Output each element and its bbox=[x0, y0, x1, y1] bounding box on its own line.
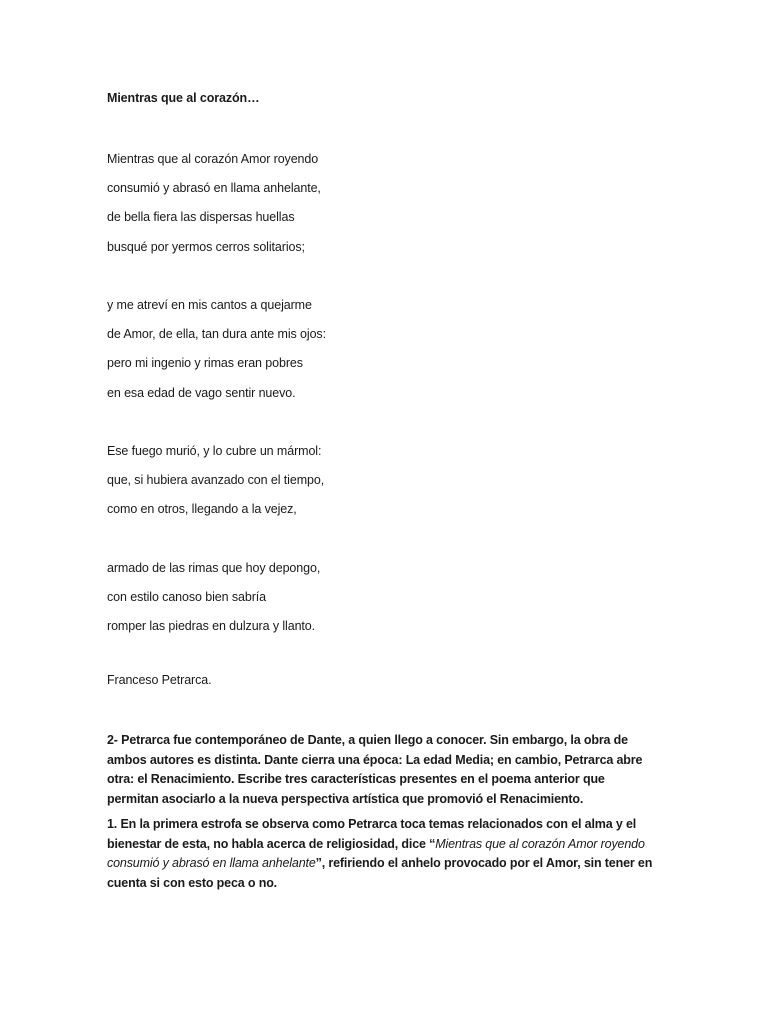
answer-text-before: 1. En la primera estrofa se observa como Petrarca toca temas relacionados con el alma y el bienestar de esta, no habla acerca de religiosidad, dice “ bbox=[107, 817, 637, 851]
poem-line: de Amor, de ella, tan dura ante mis ojos: bbox=[107, 327, 326, 342]
poem-line: armado de las rimas que hoy depongo, bbox=[107, 560, 321, 575]
poem-author: Franceso Petrarca. bbox=[107, 673, 212, 687]
stanza-break bbox=[107, 413, 326, 442]
answer-text-after: ”, refiriendo el anhelo provocado por el Amor, sin tener en cuenta si con esto peca o no. bbox=[107, 856, 653, 890]
question-paragraph: 2- Petrarca fue contemporáneo de Dante, a quien llego a conocer. Sin embargo, la obra de ambos autores es distinta. Dante cierra una época: La edad Media; en cambio, Petrarca abre otra: el Renacimiento. Escribe tres características presentes en el poema anterior que permitan asociarlo a la nueva perspectiva artística que promovió el Renacimiento. bbox=[107, 733, 643, 806]
poem-body bbox=[107, 150, 326, 646]
poem-line: consumió y abrasó en llama anhelante, bbox=[107, 181, 321, 196]
poem-line: busqué por yermos cerros solitarios; bbox=[107, 239, 305, 254]
poem-line: pero mi ingenio y rimas eran pobres bbox=[107, 356, 303, 371]
answer-quote: Mientras que al corazón Amor royendo consumió y abrasó en llama anhelante bbox=[107, 836, 645, 871]
poem-line: Mientras que al corazón Amor royendo bbox=[107, 152, 319, 166]
poem-line: como en otros, llegando a la vejez, bbox=[107, 502, 297, 517]
poem-line: y me atreví en mis cantos a quejarme bbox=[107, 297, 312, 312]
poem-title: Mientras que al corazón… bbox=[107, 91, 260, 105]
stanza-break bbox=[107, 267, 326, 296]
answer-paragraph bbox=[107, 815, 657, 893]
poem-line: de bella fiera las dispersas huellas bbox=[107, 210, 295, 225]
stanza-break bbox=[107, 529, 326, 558]
poem-line: romper las piedras en dulzura y llanto. bbox=[107, 619, 316, 633]
poem-line: en esa edad de vago sentir nuevo. bbox=[107, 385, 296, 400]
poem-line: que, si hubiera avanzado con el tiempo, bbox=[107, 473, 325, 488]
poem-line: con estilo canoso bien sabría bbox=[107, 589, 267, 604]
poem-line: Ese fuego murió, y lo cubre un mármol: bbox=[107, 443, 322, 458]
